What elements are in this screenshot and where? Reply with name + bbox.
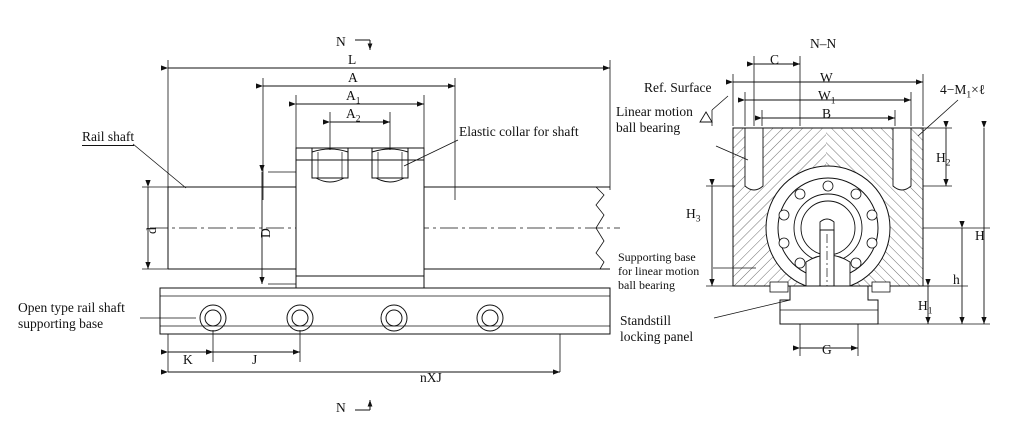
dim-h: h [953,272,960,287]
label-standstill-locking-panel: Standstill locking panel [620,313,694,344]
dim-L: L [348,52,357,67]
label-elastic-collar: Elastic collar for shaft [459,124,579,139]
dim-H: H [975,228,985,243]
section-mark-bottom: N [336,400,346,415]
label-supporting-base: Supporting base for linear motion ball bearing [618,250,700,293]
label-linear-motion-ball-bearing: Linear motion ball bearing [616,104,693,135]
dim-C: C [770,52,780,67]
dim-A1: $A_1$ [346,88,361,107]
label-open-type-base: Open type rail shaft supporting base [18,300,125,331]
label-rail-shaft: Rail shaft [82,129,135,144]
section-mark-top: N [336,34,346,49]
dim-H1: $H_1$ [918,298,933,317]
dim-D: D [258,228,273,238]
section-title-nn: N–N [810,36,837,51]
dim-A: A [348,70,358,85]
dim-J: J [252,352,258,367]
dim-G: G [822,342,832,357]
dim-H3: $H_3$ [686,206,701,225]
dim-B: B [822,106,832,121]
dim-A2: $A_2$ [346,106,361,125]
label-ref-surface: Ref. Surface [644,80,712,95]
dim-W1: $W_1$ [818,88,836,107]
dim-d: d [144,227,159,234]
dim-nXJ: nXJ [420,370,442,385]
dim-K: K [183,352,193,367]
label-4-m1-x-l: $4-M_1\times\ell$ [940,82,986,101]
dim-W: W [820,70,833,85]
dim-H2: $H_2$ [936,150,951,169]
